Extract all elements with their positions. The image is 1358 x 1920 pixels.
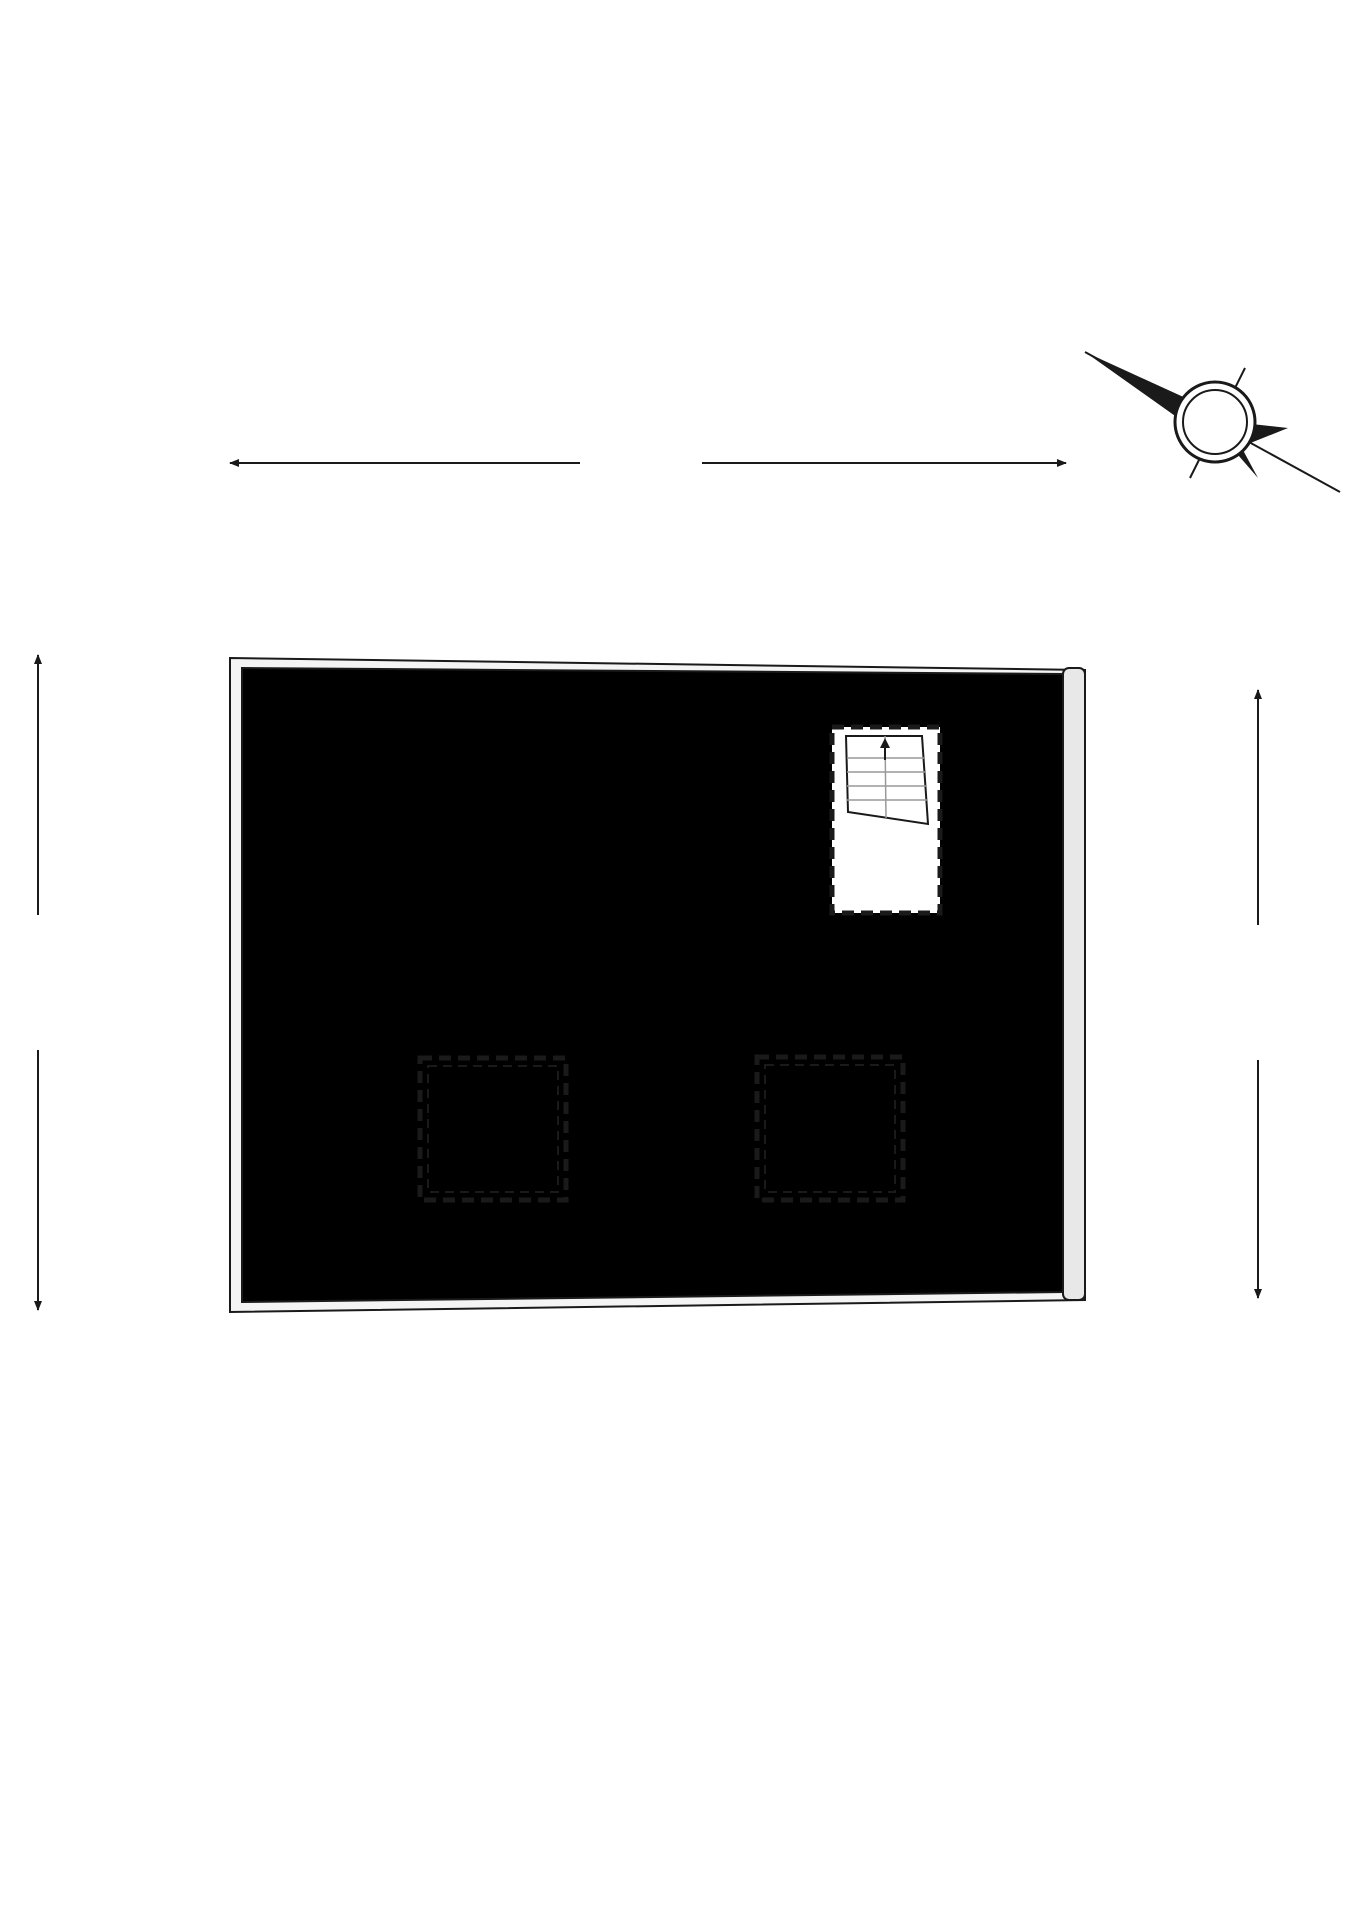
right-wall xyxy=(1063,668,1085,1300)
north-compass-icon xyxy=(1085,352,1340,492)
stair-opening xyxy=(832,727,940,913)
terrace-outline xyxy=(230,658,1085,1312)
stair-icon xyxy=(846,736,928,824)
